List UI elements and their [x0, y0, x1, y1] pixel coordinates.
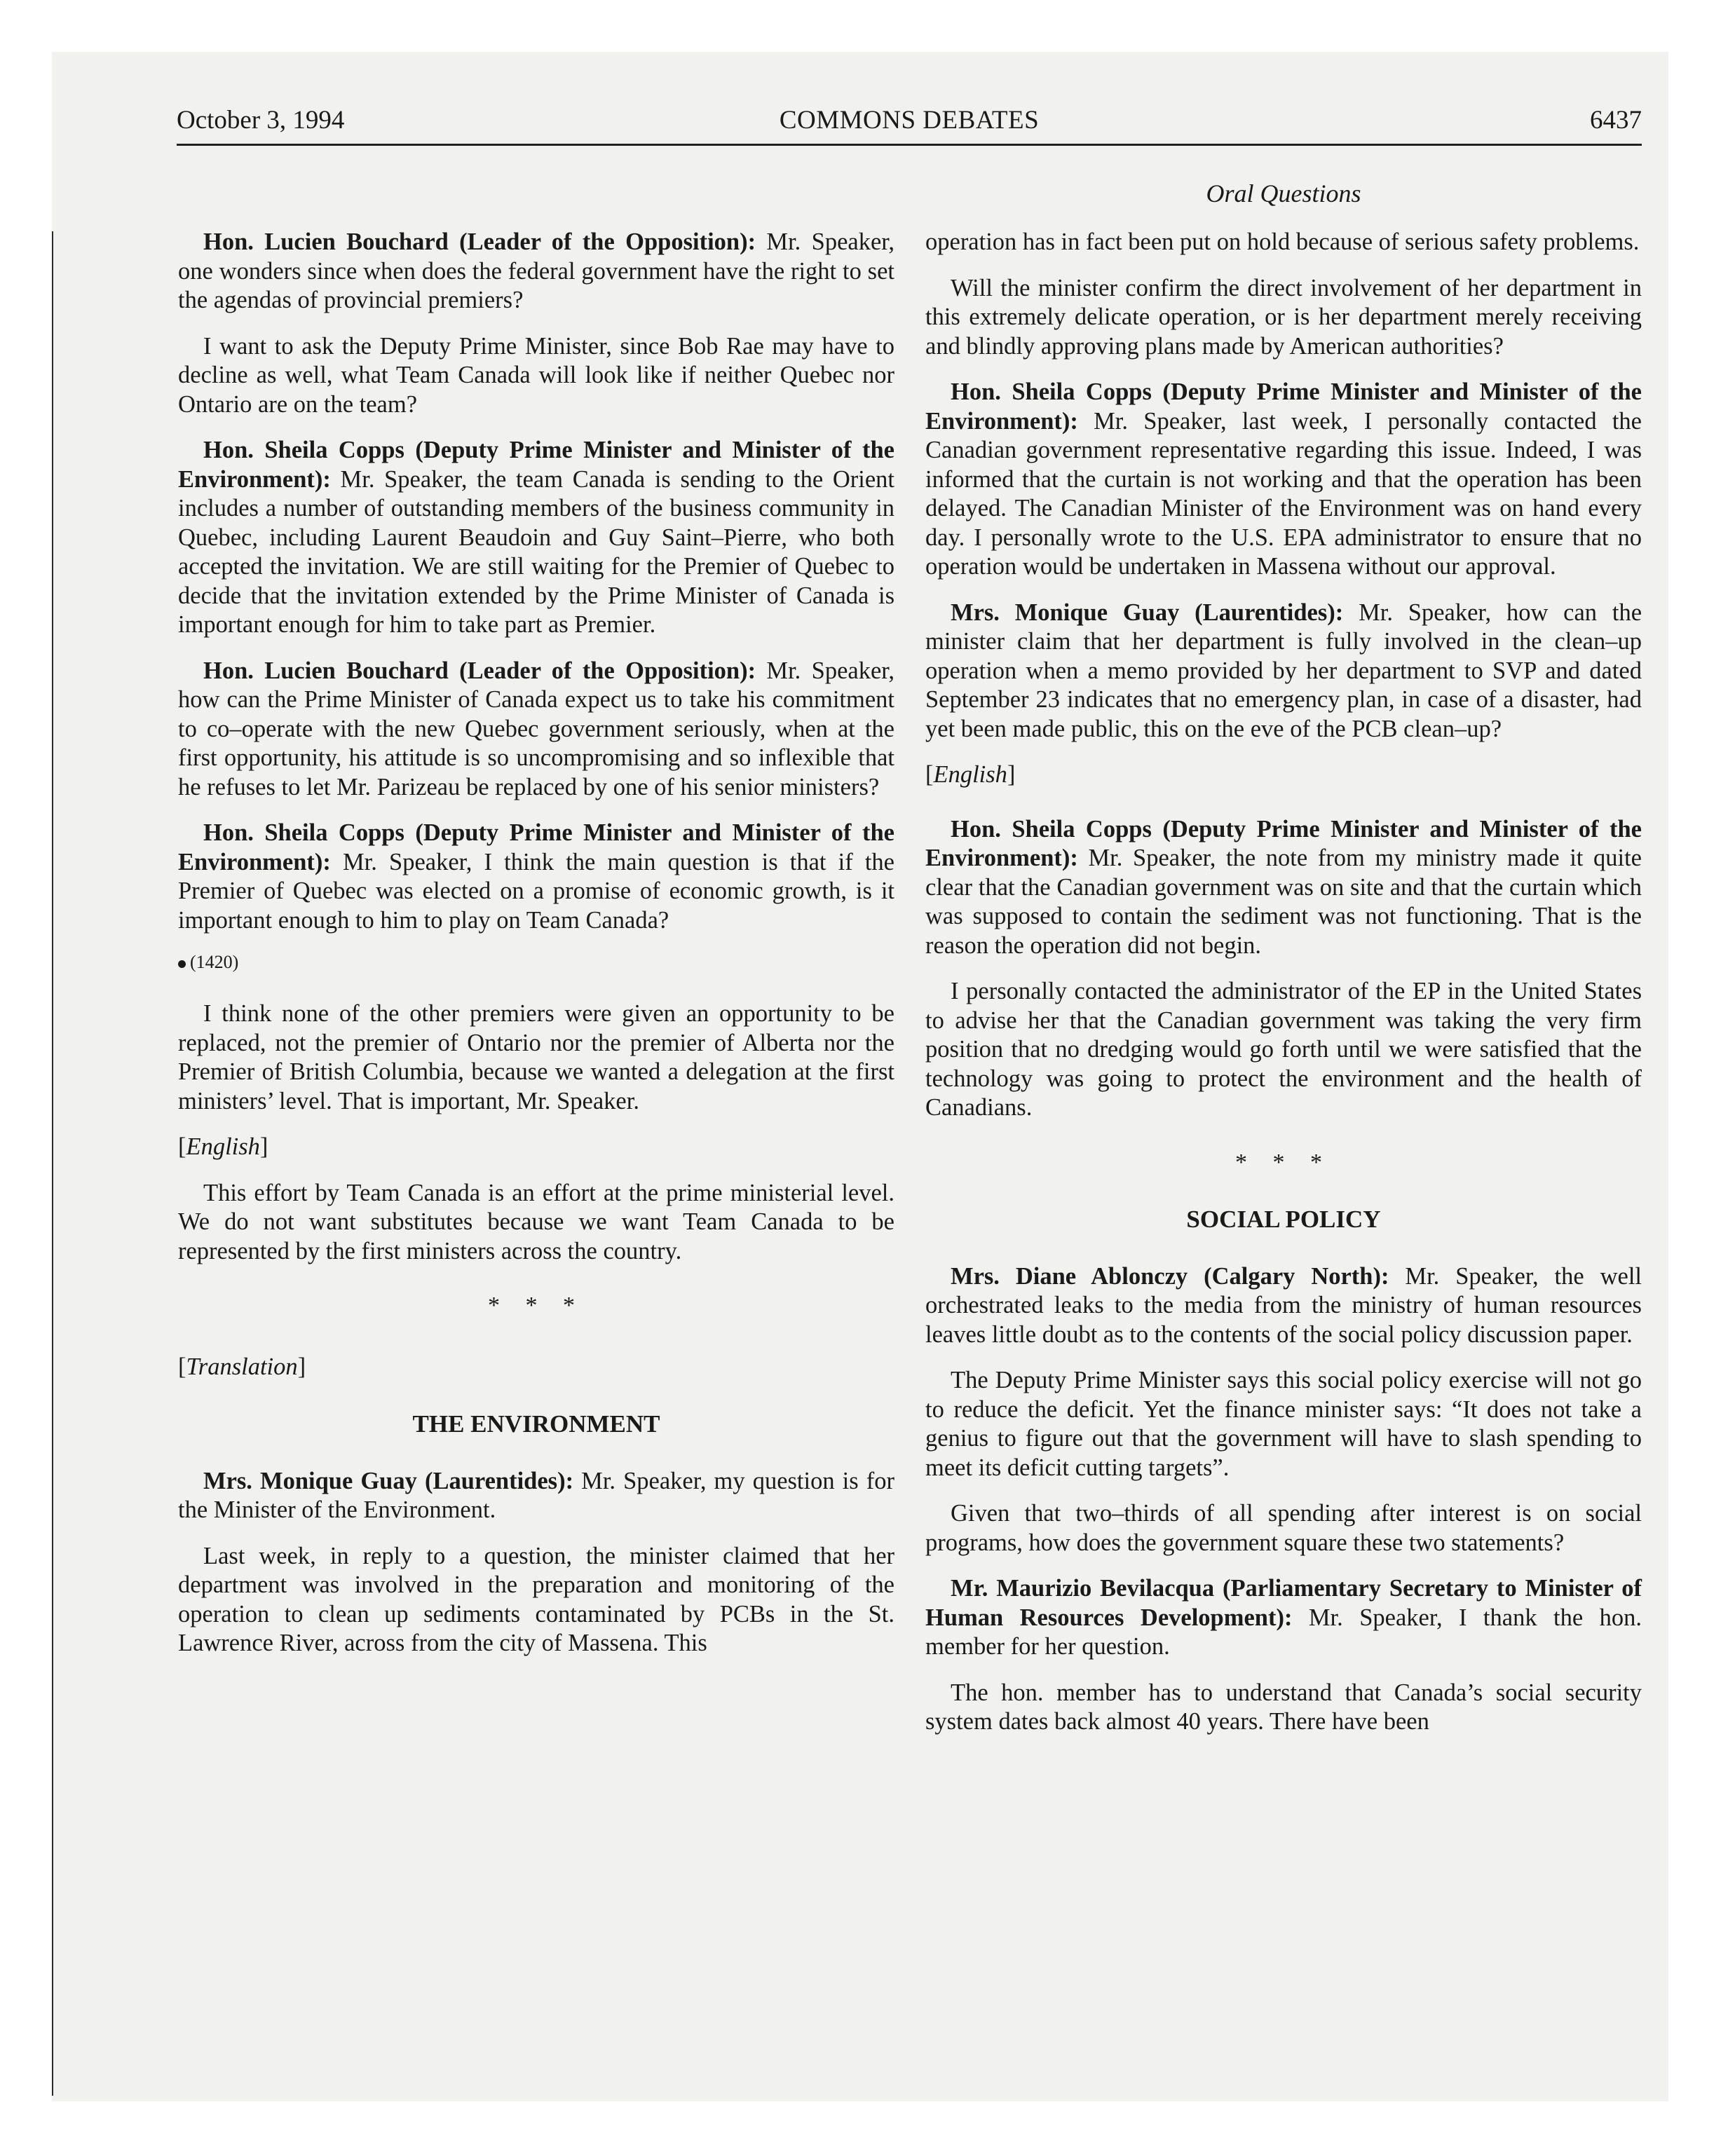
- paragraph: The hon. member has to understand that Canada’s social security system dates back almost 40 years. There have been: [925, 1679, 1642, 1735]
- paragraph: [925, 378, 1642, 582]
- speaker-name: Hon. Sheila Copps (Deputy Prime Minister and Minister of the Environment):: [925, 378, 1642, 435]
- paragraph: Will the minister confirm the direct involvement of her department in this extremely delicate operation, or is her department merely receiving and blindly approving plans made by American authorities?: [925, 274, 1642, 360]
- paragraph: [925, 1574, 1642, 1662]
- subject-heading: SOCIAL POLICY: [1186, 1206, 1381, 1233]
- section-title: Oral Questions: [1206, 179, 1361, 207]
- paragraph: [925, 815, 1642, 961]
- speaker-name: Mr. Maurizio Bevilacqua (Parliamentary Secretary to Minister of Human Resources Development):: [925, 1575, 1642, 1631]
- paragraph-text: Mr. Speaker, how can the minister claim that her department is fully involved in the clean–up operation when a memo provided by her department to SVP and dated September 23 indicates that no emergency plan, in case of a disaster, had yet been made public, this on the eve of the PCB clean–up?: [925, 599, 1642, 742]
- page-date: October 3, 1994: [177, 106, 345, 135]
- language-tag-text: English: [186, 1133, 260, 1160]
- header-rule: [177, 144, 1642, 146]
- paragraph: I personally contacted the administrator of the EP in the United States to advise her that the Canadian government was taking the very firm position that no dredging would go forth until we were satisfied that the technology was going to protect the environment and the health of Canadians.: [925, 978, 1642, 1121]
- language-tag: [English]: [925, 761, 1016, 788]
- speaker-name: Hon. Lucien Bouchard (Leader of the Opposition):: [203, 657, 756, 684]
- speaker-name: Mrs. Diane Ablonczy (Calgary North):: [951, 1262, 1389, 1290]
- paragraph: Given that two–thirds of all spending after interest is on social programs, how does the government square these two statements?: [925, 1500, 1642, 1556]
- speaker-name: Hon. Lucien Bouchard (Leader of the Opposition):: [203, 228, 756, 255]
- paragraph: [925, 599, 1642, 744]
- time-marker: [178, 952, 894, 973]
- bullet-icon: [178, 960, 186, 968]
- speaker-name: Mrs. Monique Guay (Laurentides):: [203, 1467, 574, 1494]
- section-separator: * * *: [488, 1292, 585, 1318]
- right-column: [925, 228, 1642, 1754]
- paragraph: [178, 228, 894, 315]
- paragraph-text: Mr. Speaker, I thank the hon. member for her question.: [925, 1604, 1642, 1660]
- subject-heading: THE ENVIRONMENT: [412, 1410, 660, 1438]
- left-column: [178, 228, 894, 1675]
- paragraph: operation has in fact been put on hold because of serious safety problems.: [925, 228, 1640, 255]
- section-separator: * * *: [1235, 1149, 1332, 1175]
- language-tag-text: English: [933, 761, 1007, 788]
- running-head: [177, 105, 1642, 140]
- paragraph: [178, 819, 894, 935]
- paragraph-text: Mr. Speaker, how can the Prime Minister of Canada expect us to take his commitment to co–operate with the new Quebec government seriously, when at the first opportunity, his attitude is so uncompromising and so inflexible that he refuses to let Mr. Parizeau be replaced by one of his senior ministers?: [178, 657, 894, 800]
- speaker-name: Hon. Sheila Copps (Deputy Prime Minister and Minister of the Environment):: [925, 815, 1642, 871]
- paragraph: [925, 1262, 1642, 1350]
- publication-title: COMMONS DEBATES: [779, 106, 1040, 135]
- language-tag: [Translation]: [178, 1353, 306, 1380]
- paragraph: [178, 657, 894, 803]
- paragraph-text: Mr. Speaker, the team Canada is sending to the Orient includes a number of outstanding members of the business community in Quebec, including Laurent Beaudoin and Guy Saint–Pierre, who both accepted the invitation. We are still waiting for the Premier of Quebec to decide that the invitation extended by the Prime Minister of Canada is important enough for him to take part as Premier.: [178, 465, 894, 638]
- language-tag-text: Translation: [186, 1353, 298, 1380]
- speaker-name: Hon. Sheila Copps (Deputy Prime Minister and Minister of the Environment):: [178, 819, 894, 875]
- paragraph: This effort by Team Canada is an effort at the prime ministerial level. We do not want substitutes because we want Team Canada to be represented by the first ministers across the country.: [178, 1179, 894, 1264]
- speaker-name: Hon. Sheila Copps (Deputy Prime Minister and Minister of the Environment):: [178, 437, 894, 493]
- paragraph: I think none of the other premiers were given an opportunity to be replaced, not the premier of Ontario nor the premier of Alberta nor the Premier of British Columbia, because we wanted a delegation at the first ministers’ level. That is important, Mr. Speaker.: [178, 1000, 894, 1114]
- speaker-name: Mrs. Monique Guay (Laurentides):: [951, 599, 1344, 626]
- paragraph: [178, 436, 894, 640]
- paragraph: Last week, in reply to a question, the minister claimed that her department was involved in the preparation and monitoring of the operation to clean up sediments contaminated by PCBs in the St. Lawrence River, across from the city of Massena. This: [178, 1542, 894, 1656]
- language-tag: [English]: [178, 1133, 268, 1160]
- paragraph-text: Mr. Speaker, the well orchestrated leaks to the media from the ministry of human resources leaves little doubt as to the contents of the social policy discussion paper.: [925, 1262, 1642, 1348]
- paragraph-text: Mr. Speaker, one wonders since when does the federal government have the right to set the agendas of provincial premiers?: [178, 228, 894, 313]
- time-stamp: (1420): [190, 952, 239, 972]
- scan-edge-line: [52, 231, 53, 2096]
- paragraph: [178, 1467, 894, 1525]
- paragraph: The Deputy Prime Minister says this social policy exercise will not go to reduce the deficit. Yet the finance minister says: “It does not take a genius to figure out that the government will have to slash spending to meet its deficit cutting targets”.: [925, 1367, 1642, 1481]
- paragraph-text: Mr. Speaker, my question is for the Minister of the Environment.: [178, 1467, 894, 1523]
- paragraph: I want to ask the Deputy Prime Minister, since Bob Rae may have to decline as well, what Team Canada will look like if neither Quebec nor Ontario are on the team?: [178, 332, 894, 418]
- paragraph-text: Mr. Speaker, last week, I personally contacted the Canadian government representative regarding this issue. Indeed, I was informed that the curtain is not working and that the operation has been delayed. The Canadian Minister of the Environment was on hand every day. I personally wrote to the U.S. EPA administrator to ensure that no operation would be undertaken in Massena without our approval.: [925, 407, 1642, 580]
- paragraph-text: Mr. Speaker, the note from my ministry made it quite clear that the Canadian government was on site and that the curtain which was supposed to contain the sediment was not functioning. That is the reason the operation did not begin.: [925, 845, 1642, 959]
- page-number: 6437: [1590, 106, 1642, 135]
- paragraph-text: Mr. Speaker, I think the main question is that if the Premier of Quebec was elected on a promise of economic growth, is it important enough to him to play on Team Canada?: [178, 848, 894, 934]
